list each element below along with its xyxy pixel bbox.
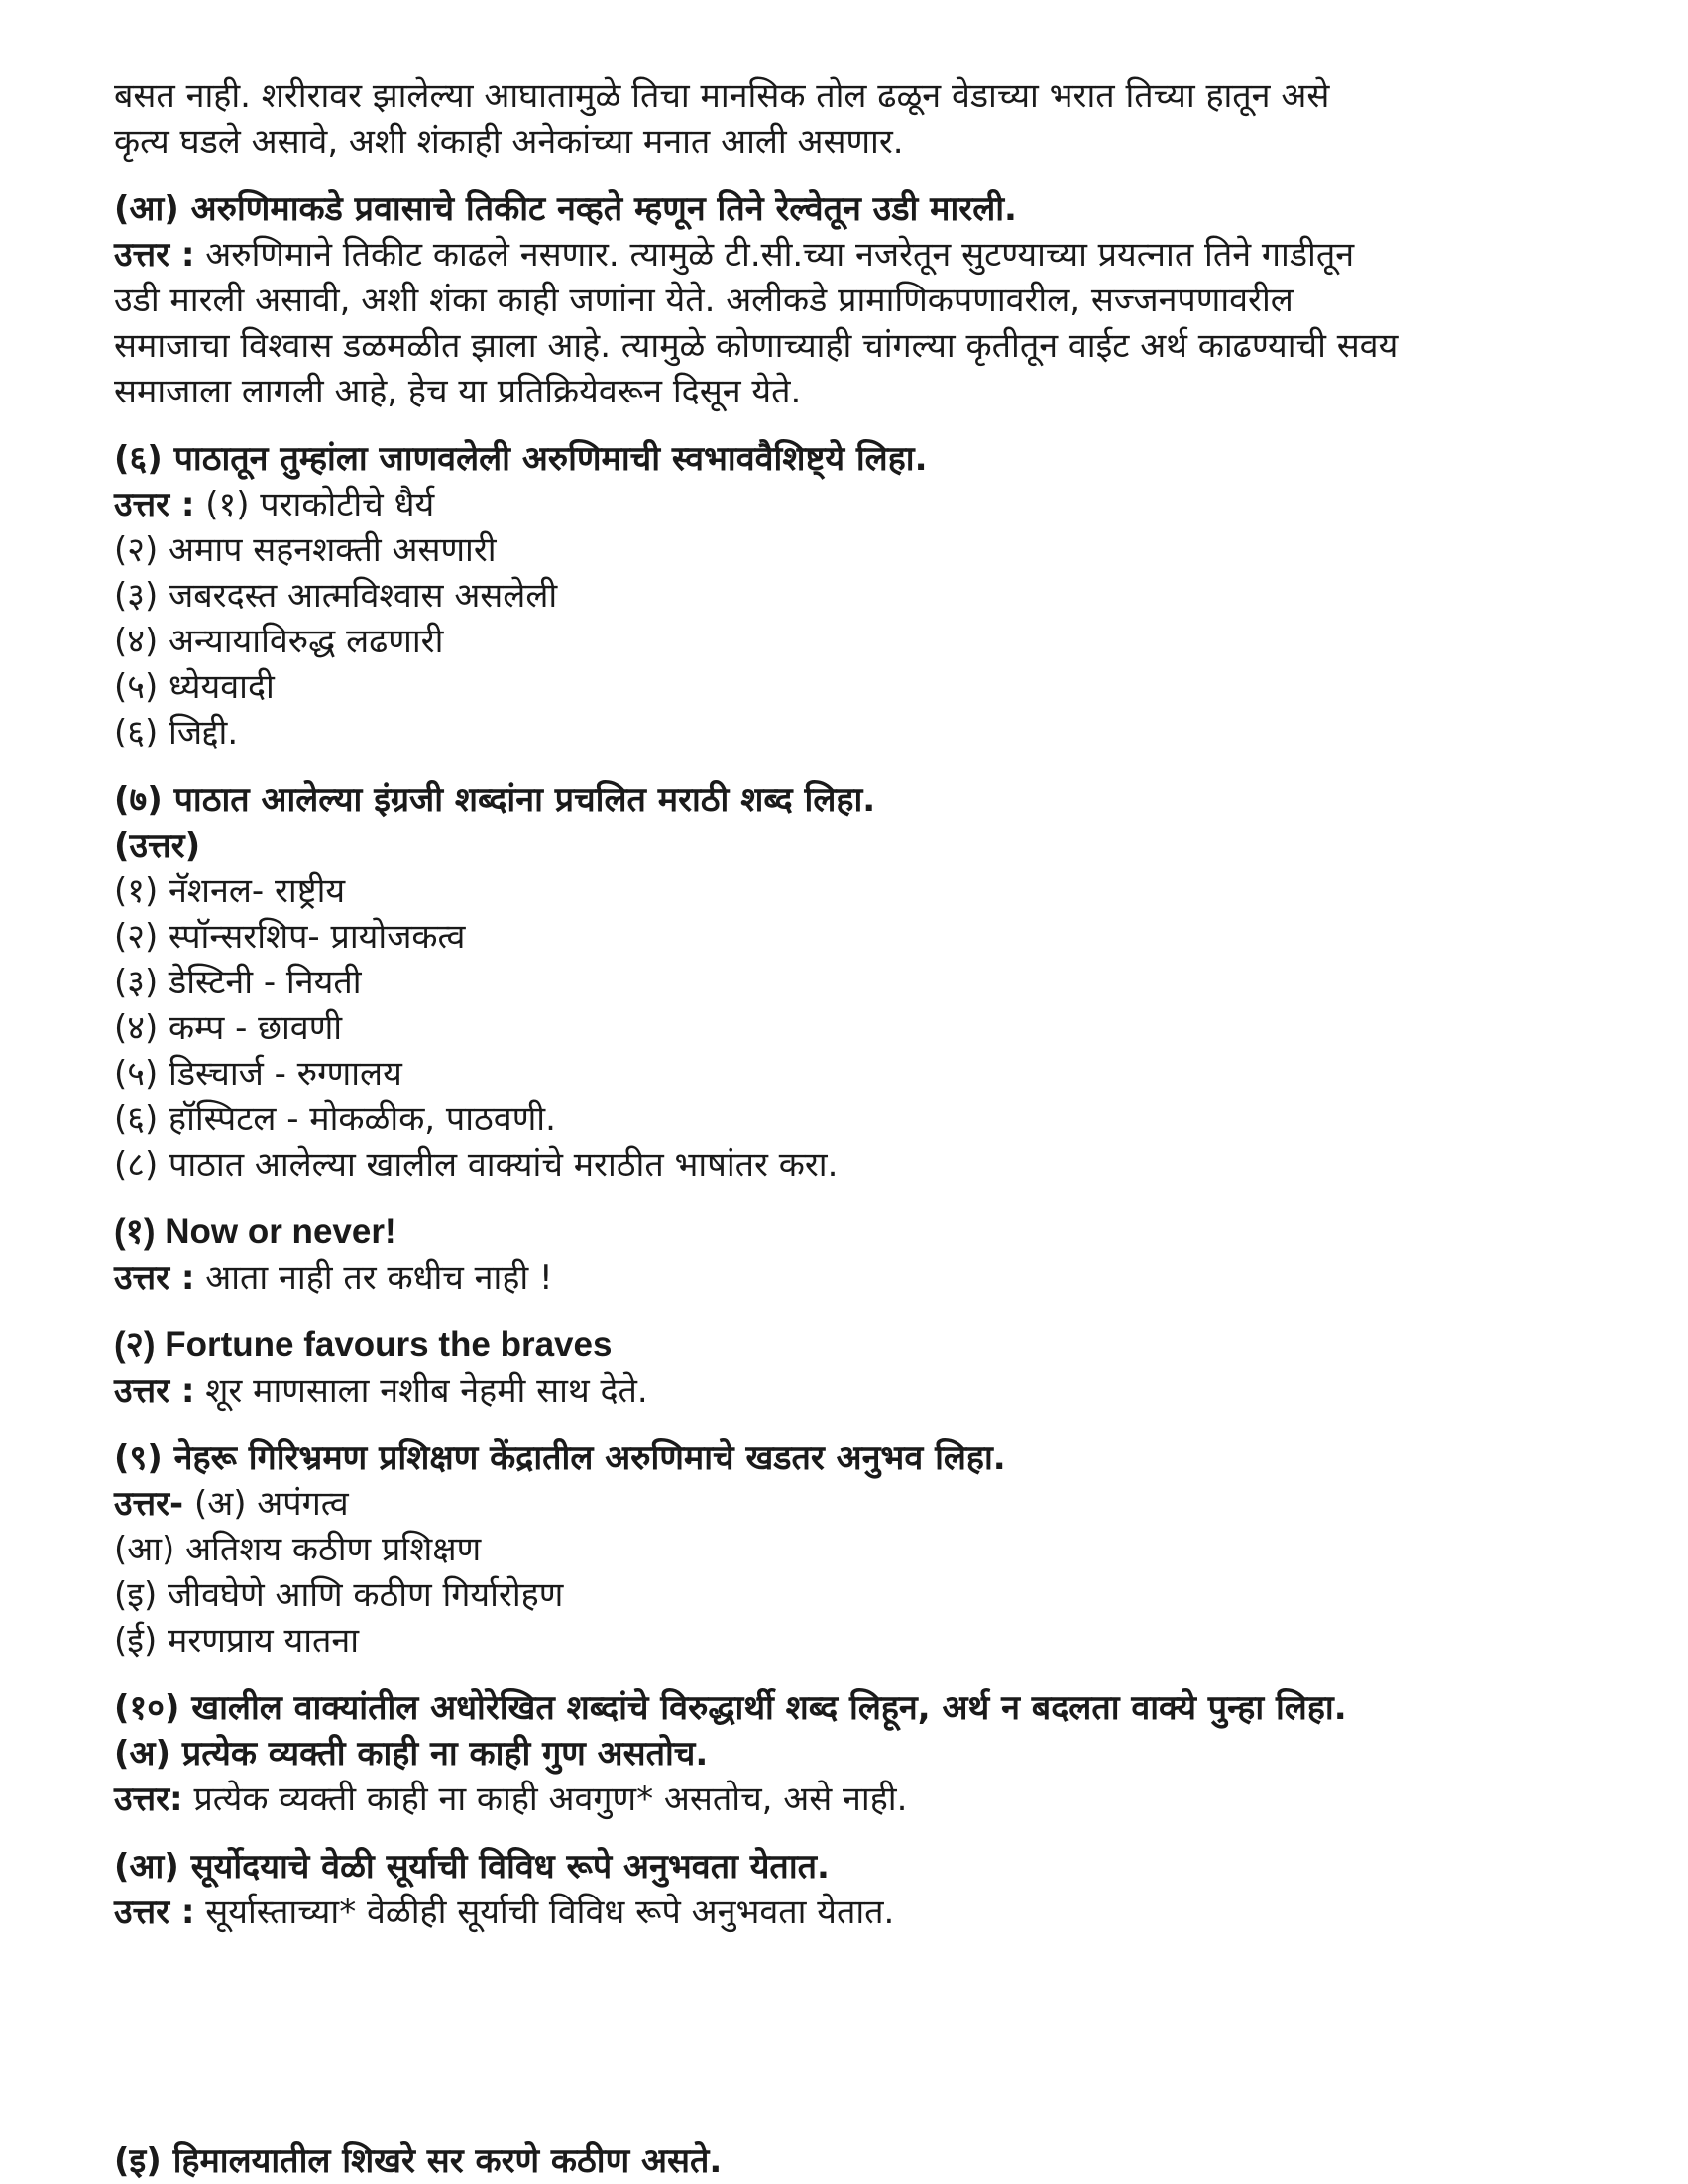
answer-line: उडी मारली असावी, अशी शंका काही जणांना येते. अलीकडे प्रामाणिकपणावरील, सज्जनपणावरील: [114, 281, 1294, 320]
answer-text: सूर्यास्ताच्या* वेळीही सूर्याची विविध रूपे अनुभवता येतात.: [194, 1893, 895, 1932]
translation-2-block: [114, 1322, 1611, 1414]
translation-1-block: [114, 1209, 1611, 1301]
answer-line: [114, 1890, 1611, 1935]
list-item: (८) पाठात आलेल्या खालील वाक्यांचे मराठीत भाषांतर करा.: [114, 1145, 839, 1185]
answer-label: (उत्तर): [114, 826, 201, 865]
question-9-block: [114, 1436, 1611, 1664]
answer-line: [114, 1368, 1611, 1414]
list-item: (६) जिद्दी.: [114, 713, 239, 752]
list-item: (ई) मरणप्राय यातना: [114, 1621, 360, 1661]
answer-label: उत्तर :: [114, 235, 195, 275]
list-item: (३) डेस्टिनी - नियती: [114, 963, 362, 1002]
question-7-block: [114, 777, 1611, 1188]
answer-line: [114, 1777, 1611, 1822]
list-item-text: (१) पराकोटीचे धैर्य: [194, 485, 435, 524]
cutoff-line-container: [114, 2141, 748, 2184]
list-item: (६) हॉस्पिटल - मोकळीक, पाठवणी.: [114, 1099, 556, 1139]
list-item: (२) स्पॉन्सरशिप- प्रायोजकत्व: [114, 917, 466, 957]
question-10b-block: [114, 1844, 1611, 1935]
question-heading: (६) पाठातून तुम्हांला जाणवलेली अरुणिमाची स्वभाववैशिष्ट्ये लिहा.: [114, 439, 928, 479]
answer-text: प्रत्येक व्यक्ती काही ना काही अवगुण* असतोच, असे नाही.: [182, 1780, 908, 1819]
question-heading: (९) नेहरू गिरिभ्रमण प्रशिक्षण केंद्रातील अरुणिमाचे खडतर अनुभव लिहा.: [114, 1438, 1006, 1478]
list-item: [114, 482, 1611, 527]
sub-question-heading: (आ) सूर्योदयाचे वेळी सूर्याची विविध रूपे अनुभवता येतात.: [114, 1847, 830, 1887]
question-heading: (आ) अरुणिमाकडे प्रवासाचे तिकीट नव्हते म्हणून तिने रेल्वेतून उडी मारली.: [114, 189, 1017, 229]
list-item: (२) अमाप सहनशक्ती असणारी: [114, 530, 497, 570]
question-heading: (१०) खालील वाक्यांतील अधोरेखित शब्दांचे विरुद्धार्थी शब्द लिहून, अर्थ न बदलता वाक्ये पुन्हा लिहा.: [114, 1688, 1347, 1728]
list-item: (४) अन्यायाविरुद्ध लढणारी: [114, 622, 444, 661]
list-item-text: (अ) अपंगत्व: [183, 1484, 349, 1524]
question-heading: (७) पाठात आलेल्या इंग्रजी शब्दांना प्रचलित मराठी शब्द लिहा.: [114, 780, 876, 820]
list-item: (४) कम्प - छावणी: [114, 1008, 343, 1048]
answer-label: उत्तर :: [114, 1258, 195, 1298]
sub-question-heading: (अ) प्रत्येक व्यक्ती काही ना काही गुण असतोच.: [114, 1734, 709, 1774]
list-item: (इ) जीवघेणे आणि कठीण गिर्यारोहण: [114, 1575, 564, 1615]
document-page: [114, 73, 1611, 1957]
answer-text: अरुणिमाने तिकीट काढले नसणार. त्यामुळे टी.सी.च्या नजरेतून सुटण्याच्या प्रयत्नात तिने गाडीतून: [194, 235, 1355, 275]
answer-label: उत्तर :: [114, 1893, 195, 1932]
answer-text: शूर माणसाला नशीब नेहमी साथ देते.: [194, 1371, 648, 1411]
answer-label: उत्तर :: [114, 1371, 195, 1411]
cutoff-line: (इ) हिमालयातील शिखरे सर करणे कठीण असते.: [114, 2141, 723, 2181]
list-item: (आ) अतिशय कठीण प्रशिक्षण: [114, 1530, 482, 1569]
question-aa-block: [114, 186, 1611, 414]
list-item: (१) नॅशनल- राष्ट्रीय: [114, 871, 346, 911]
intro-line: बसत नाही. शरीरावर झालेल्या आघातामुळे तिचा मानसिक तोल ढळून वेडाच्या भरात तिच्या हातून असे: [114, 76, 1330, 116]
answer-line: समाजाचा विश्वास डळमळीत झाला आहे. त्यामुळे कोणाच्याही चांगल्या कृतीतून वाईट अर्थ काढण्याची सवय: [114, 326, 1399, 366]
question-heading: (२) Fortune favours the braves: [114, 1325, 613, 1364]
question-6-block: [114, 436, 1611, 755]
answer-text: आता नाही तर कधीच नाही !: [194, 1258, 553, 1298]
answer-line: [114, 1255, 1611, 1301]
question-heading: (१) Now or never!: [114, 1212, 396, 1251]
list-item: [114, 1481, 1611, 1527]
answer-label: उत्तर:: [114, 1780, 183, 1819]
intro-line: कृत्य घडले असावे, अशी शंकाही अनेकांच्या मनात आली असणार.: [114, 122, 904, 162]
question-10-block: [114, 1685, 1611, 1822]
answer-label: उत्तर-: [114, 1484, 184, 1524]
intro-paragraph: [114, 73, 1611, 165]
list-item: (५) ध्येयवादी: [114, 667, 275, 707]
list-item: (५) डिस्चार्ज - रुग्णालय: [114, 1054, 402, 1093]
list-item: (३) जबरदस्त आत्मविश्वास असलेली: [114, 576, 558, 616]
answer-label: उत्तर :: [114, 485, 195, 524]
answer-line: [114, 232, 1611, 278]
answer-line: समाजाला लागली आहे, हेच या प्रतिक्रियेवरून दिसून येते.: [114, 372, 802, 411]
